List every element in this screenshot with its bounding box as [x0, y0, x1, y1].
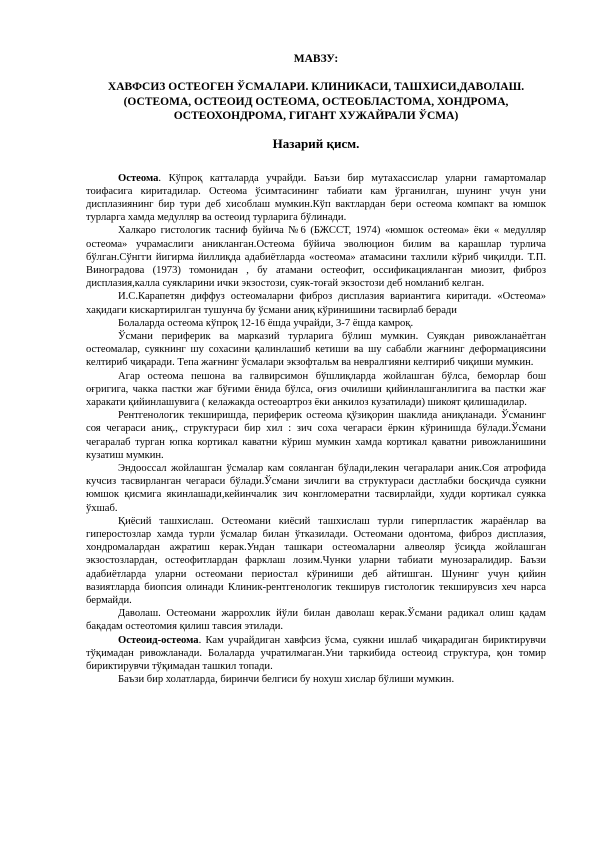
paragraph-text: . Кўпроқ катталарда учрайди. Баъзи бир мутахассислар уларни гамартомалар тоифасига киритадилар. Остеома ўсимтасининг табиати кам ўрганилган, шунинг учун уни дисплазиянинг бир тури деб хисоблаш мумкин.Кўп вактлардан бери остеома компакт ва юмшок турларга хамда медулляр ва остеоид турларига бўлинади. — [86, 172, 546, 224]
paragraph-term: Остеома — [118, 172, 159, 184]
paragraph-10 — [86, 607, 546, 633]
paragraph-text: И.С.Карапетян диффуз остеомаларни фиброз дисплазия вариантига киритади. «Остеома» хақидаги кискартирилган тушунча бу ўсмани аниқ кўринишини тасвирлаб беради — [86, 291, 546, 316]
topic-label: МАВЗУ: — [293, 53, 339, 65]
paragraph-text: Баъзи бир холатларда, биринчи белгиси бу нохуш хислар бўлиши мумкин. — [118, 674, 455, 686]
paragraph-6 — [86, 370, 546, 410]
paragraph-7 — [86, 409, 546, 462]
paragraph-1 — [86, 172, 546, 225]
paragraph-text: Ўсмани периферик ва марказий турларига бўлиш мумкин. Суякдан ривожланаётган остеомалар, суякнинг шу сохасини қалинлашиб кетиши ва шу сабабли жағнинг деформациясини келтириб чиқаради. Тепа жағнинг ўсмалари экзофтальм ва невралгияни келтириб чиқиши мумкин. — [86, 330, 546, 369]
document-title — [86, 80, 546, 124]
paragraph-text: Қиёсий ташхислаш. Остеомани киёсий ташхислаш турли гиперпластик жараёнлар ва гиперостозлар хамда турли ўсмалар билан ўтказилади. Остеомани одонтома, фиброз дисплазия, хондромалардан ажратиш керак.Ундан ташкари остеомаларни алвеоляр ўсиқда жойлашган экзостозлардан, остеофитлардан фарклаш лозим.Чунки уларни табиати мунозаралидир. Баъзи адабиётларда уларни остеомани периостал кўриниши деб айтишган. Шунинг учун қийин вазиятларда биопсия олинади Клиник-рентгенологик текширув гистологик текширувсиз хеч нарса бермайди. — [86, 515, 546, 606]
document-page — [86, 52, 546, 686]
paragraph-text: Агар остеома пешона ва галвирсимон бўшлиқларда жойлашган бўлса, беморлар бош оғригига, чакка пастки жағ бўғими ёнида бўлса, оғиз очилиши қийинлашганлигига ва пастки жағ харакати қийинлашувига ( келажакда остеоартроз ёки анкилоз кузатилади) шикоят қилишадилар. — [86, 370, 546, 408]
title-line-3: ОСТЕОХОНДРОМА, ГИГАНТ ХУЖАЙРАЛИ ЎСМА) — [173, 110, 459, 122]
paragraph-9 — [86, 515, 546, 607]
paragraph-text: . Кам учрайдиган хавфсиз ўсма, суякни ишлаб чиқарадиган бириктирувчи тўқимадан ривожланади. Болаларда учратилмаган.Уни таркибида остеоид структура, қон томир бириктирувчи тўқимадан ташкил топади. — [86, 634, 546, 673]
paragraph-3 — [86, 290, 546, 316]
paragraph-12 — [86, 673, 546, 686]
title-line-1: ХАВФСИЗ ОСТЕОГЕН ЎСМАЛАРИ. КЛИНИКАСИ, ТАШХИСИ,ДАВОЛАШ. — [107, 81, 525, 93]
paragraph-term: Остеоид-остеома — [118, 634, 199, 646]
paragraph-text: Халкаро гистологик тасниф буйича №6 (БЖССТ, 1974) «юмшок остеома» ёки « медулляр остеома» учрамаслиги аникланган.Остеома бўйича эволюцион билим ва карашлар турлича бўлган.Сўнгги йигирма йиллиқда адабиётларда «остеома» атамасини тахлили кўриб чиқилди. Т.П. Виноградова (1973) томонидан , бу атамани остеофит, оссификацияланган миозит, фиброз дисплазия,калла суякларини ички экзостози, суяк-тоғай экзостози деб номланиб келган. — [86, 225, 546, 290]
paragraph-11 — [86, 634, 546, 674]
paragraph-text: Болаларда остеома кўпроқ 12-16 ёшда учрайди, 3-7 ёшда камроқ. — [118, 317, 414, 329]
paragraph-8 — [86, 462, 546, 515]
paragraph-5 — [86, 330, 546, 370]
paragraph-text: Эндооссал жойлашган ўсмалар кам сояланган бўлади,лекин чегаралари аник.Соя атрофида кучсиз тасвирланган чегараси бўлади.Ўсмани зичлиги ва структураси дастлабки босқичда суякни юмшок қисмига якинлашади,кейинчалик зич конгломератни тасвирлайди, худди кортикал суякка ўхшаб. — [86, 462, 546, 514]
body-text — [86, 172, 546, 687]
paragraph-2 — [86, 224, 546, 290]
paragraph-text: Даволаш. Остеомани жаррохлик йўли билан даволаш керак.Ўсмани радикал олиш қадам бақадам остеотомия қилиш тавсия этилади. — [86, 608, 546, 633]
title-line-2: (ОСТЕОМА, ОСТЕОИД ОСТЕОМА, ОСТЕОБЛАСТОМА, ХОНДРОМА, — [123, 95, 509, 108]
paragraph-4 — [86, 317, 546, 330]
paragraph-text: Рентгенологик текширишда, периферик остеома қўзиқорин шаклида аниқланади. Ўсманинг соя чегараси аниқ., структураси бир хил : зич соха чегараси ёркин кўринишда бўлади.Ўсмани чегаралаб турган юпка кортикал каватни кўриш мумкин хамда кортикал қаватни ривожланишини кузатиш мумкин. — [86, 410, 546, 461]
section-heading: Назарий қисм. — [272, 135, 360, 151]
